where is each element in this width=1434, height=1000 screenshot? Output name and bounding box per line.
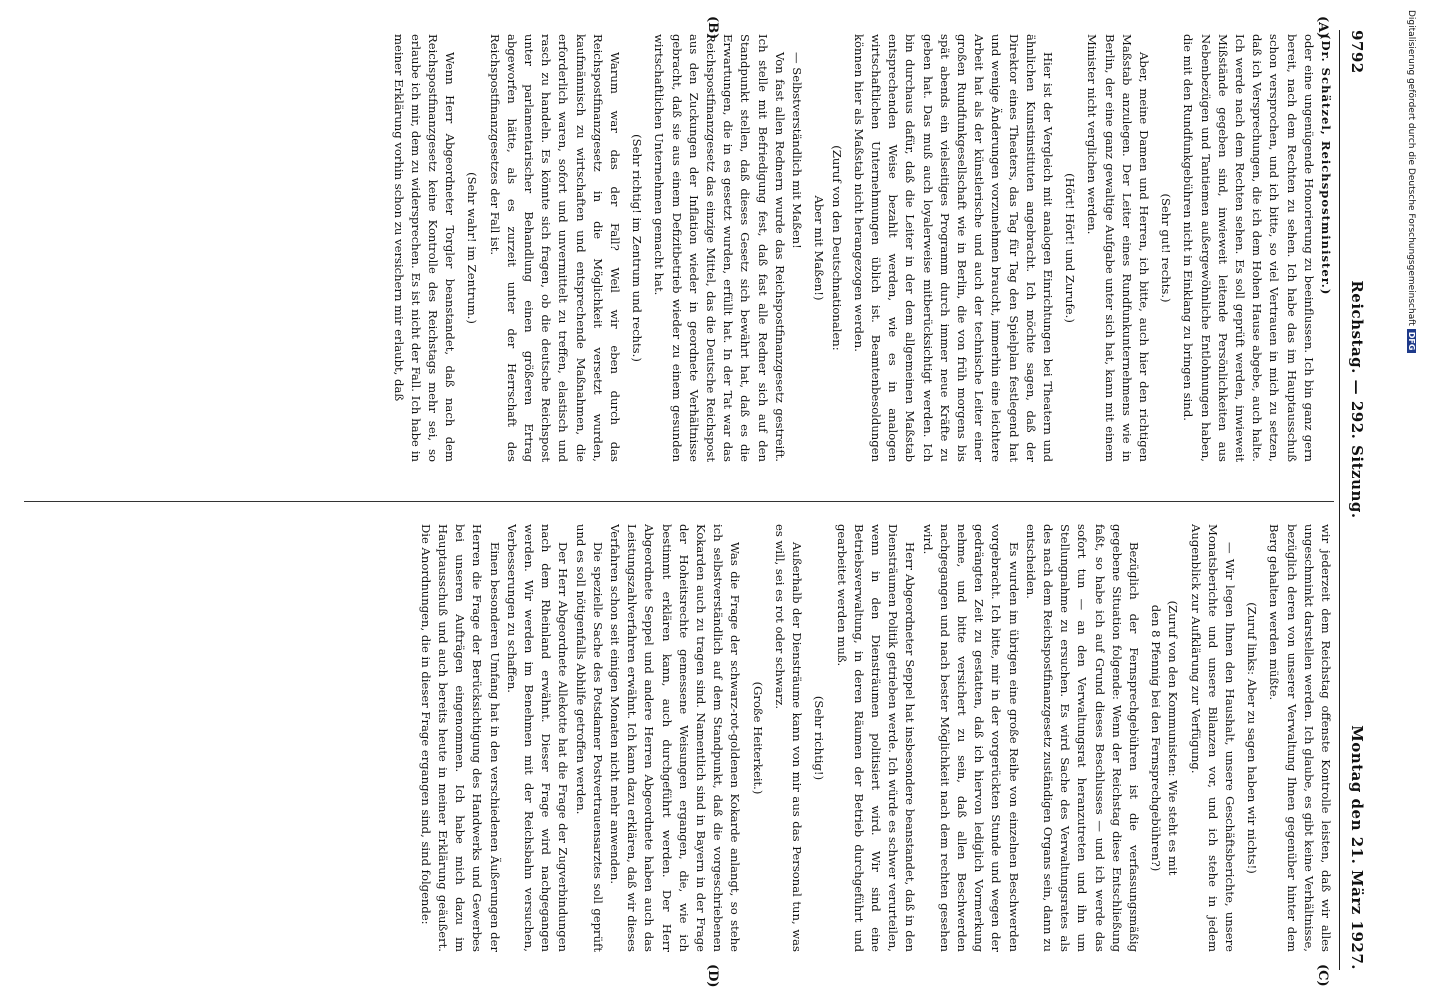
- margin-marker-d: (D): [705, 964, 720, 988]
- margin-marker-c: (C): [1315, 964, 1330, 987]
- paragraph: — Wir legen Ihnen den Haushalt, unsere Geschäftsberichte, unsere Monatsberichte und unsere Bilanzen vor, und ich stehe in jedem Augenblick zur Aufklärung zur Verfügung.: [1188, 524, 1237, 952]
- session-date: Montag den 21. März 1927.: [1348, 725, 1366, 970]
- left-column: [24, 34, 1334, 462]
- running-head: [1340, 30, 1374, 970]
- interjection: (Sehr wahr! im Zentrum.): [465, 172, 480, 324]
- interjection: (Sehr gut! rechts.): [1159, 193, 1174, 303]
- digitization-credit: [1402, 10, 1416, 990]
- margin-marker-b: (B): [705, 16, 720, 40]
- right-column: [24, 524, 1334, 952]
- paragraph: Die spezielle Sache des Potsdamer Postvertrauensarztes soll geprüft und es soll nötigenfalls Abhilfe getroffen werden.: [573, 524, 605, 952]
- paragraph: Aber, meine Damen und Herren, ich bitte, auch hier den richtigen Maßstab anzulegen. Der Leiter eines Rundfunkunternehmens wie in Berlin, der eine ganz gewaltige Aufgabe unter sich hat, kann mit einem Minister nicht verglichen werden.: [1085, 34, 1151, 462]
- paragraph: wir jederzeit dem Reichstag offenste Kontrolle leisten, daß wir alles ungeschminkt darstellen werden. Ich glaube, es gibt keine Verhältnisse, bezüglich deren von unserer Verwaltung Ihnen gegenüber hinter dem Berg gehalten werden müßte.: [1267, 524, 1333, 952]
- interjection: (Sehr richtig!): [812, 695, 827, 781]
- interjection: (Zuruf von den Deutschnationalen:: [829, 145, 844, 351]
- dfg-logo: DFG: [1407, 329, 1416, 354]
- interjection: den 8 Pfennig bei den Fernsprechgebühren?): [1149, 604, 1164, 872]
- paragraph: Einen besonderen Umfang hat in den verschiedenen Äußerungen der Herren die Frage der Berücksichtigung des Handwerks und Gewerbes bei unseren Aufträgen eingenommen. Ich habe mich dazu im Hauptausschuß und auch bereits heute in meiner Erklärung geäußert. Die Anordnungen, die in dieser Frage ergangen sind, sind folgende:: [418, 524, 502, 952]
- paragraph: Von fast allen Rednern wurde das Reichspostfinanzgesetz gestreift. Ich stelle mit Befriedigung fest, daß fast alle Redner sich auf den Standpunkt stellen, daß dieses Gesetz sich bewährt hat, daß es die Erwartungen, die in es gesetzt wurden, erfüllt hat. In der Tat war das Reichspostfinanzgesetz das einzige Mittel, das die Deutsche Reichspost aus den Zuckungen der Inflation wieder in geordnete Verhältnisse gebracht, daß sie aus einem Defizitbetrieb wieder zu einem gesunden wirtschaftlichen Unternehmen gemacht hat.: [652, 34, 787, 462]
- column-divider: [24, 501, 1334, 502]
- interjection: (Zuruf links: Aber zu sagen haben wir nichts!): [1245, 602, 1260, 874]
- rotated-page: [0, 16, 1380, 988]
- paragraph: Bezüglich der Fernsprechgebühren ist die verfassungsmäßig gegebene Situation folgende: Wenn der Reichstag diese Entschließung faßt, so habe ich auf Grund dieses Beschlusses — und ich werde das sofort tun — an den Verwaltungsrat heranzutreten und ihn um Stellungnahme zu ersuchen. Es wird Sache des Verwaltungsrates als des nach dem Reichspostfinanzgesetz zuständigen Organs sein, dann zu entscheiden.: [1023, 524, 1141, 952]
- paragraph: — Selbstverständlich mit Maßen!: [790, 52, 805, 249]
- header-rule: [1339, 30, 1340, 970]
- paragraph: Was die Frage der schwarz-rot-goldenen Kokarde anlangt, so stehe ich selbstverständlich auf dem Standpunkt, daß die vorgeschriebenen Kokarden auch zu tragen sind. Namentlich sind in Bayern in der Frage der Hoheitsrechte gemessene Weisungen ergangen, die, wie ich bestimmt erklären kann, auch durchgeführt werden. Der Herr Abgeordnete Seppel und andere Herren Abgeordnete haben auch das Leistungszahlverfahren erwähnt. Ich kann dazu erklären, daß wir dieses Verfahren schon seit einigen Monaten nicht mehr anwenden.: [608, 524, 743, 952]
- paragraph: Warum war das der Fall? Weil wir eben durch das Reichspostfinanzgesetz in die Möglichkeit versetzt wurden, kaufmännisch zu wirtschaften und entsprechende Maßnahmen, die erforderlich waren, sofort und unvermittelt zu treffen, elastisch und rasch zu handeln. Es könnte sich fragen, ob die deutsche Reichspost unter parlamentarischer Behandlung einen größeren Ertrag abgeworfen hätte, als es zurzeit unter der Herrschaft des Reichspostfinanzgesetzes der Fall ist.: [487, 34, 623, 462]
- paragraph: Es wurden im übrigen eine große Reihe von einzelnen Beschwerden vorgebracht. Ich bitte, mir in der vorgerückten Stunde und wegen der gedrängten Zeit zu gestatten, daß ich hiervon lediglich Vormerkung nehme, und bitte versichert zu sein, daß allen Beschwerden nachgegangen und nach bester Möglichkeit nach dem rechten gesehen wird.: [920, 524, 1021, 952]
- speaker-tag: (Dr. Schätzel, Reichspostminister.): [1319, 34, 1333, 296]
- paragraph: Herr Abgeordneter Seppel hat insbesondere beanstandet, daß in den Diensträumen Politik getrieben werde. Ich würde es schwer verurteilen, wenn in den Diensträumen politisiert wird. Wir sind eine Betriebsverwaltung, in deren Räumen der Betrieb durchgeführt und gearbeitet werden muß.: [834, 524, 918, 952]
- page-number: 9792: [1348, 30, 1366, 74]
- paragraph: Wenn Herr Abgeordneter Torgler beanstandet, daß nach dem Reichspostfinanzgesetz keine Kontrolle des Reichstags mehr sei, so erlaube ich mir, dem zu widersprechen. Es ist nicht der Fall. Ich habe in meiner Erklärung vorhin schon zu versichern mir erlaubt, daß: [391, 34, 458, 462]
- margin-marker-a: (A): [1315, 16, 1330, 39]
- paragraph: oder eine ungenügende Honorierung zu beeinflussen. Ich bin ganz gern bereit, nach dem Rechten zu sehen. Ich habe das im Hauptausschuß schon versprochen, und ich bitte, so viel Vertrauen in mich zu setzen, daß ich Versprechungen, die ich dem Hohen Hause abgebe, auch halte. Ich werde nach dem Rechten sehen. Es soll geprüft werden, inwieweit Mißstände gegeben sind, inwieweit leitende Persönlichkeiten aus Nebenbezügen und Tantiemen außergewöhnliche Entlohnungen haben, die mit den Rundfunkgebühren nicht in Einklang zu bringen sind.: [1181, 34, 1316, 462]
- session-title: Reichstag. — 292. Sitzung.: [1348, 280, 1366, 519]
- credit-text: Digitalisierung gefördert durch die Deutsche Forschungsgemeinschaft: [1406, 10, 1416, 326]
- interjection: (Hört! Hört! und Zurufe.): [1063, 173, 1078, 323]
- paragraph: Außerhalb der Diensträume kann von mir aus das Personal tun, was es will, sei es rot oder schwarz.: [772, 524, 805, 952]
- interjection: (Sehr richtig! im Zentrum und rechts.): [630, 134, 645, 362]
- interjection: Aber mit Maßen!): [812, 195, 827, 301]
- interjection: (Große Heiterkeit.): [750, 681, 765, 795]
- paragraph: Der Herr Abgeordnete Allekotte hat die Frage der Zugverbindungen nach dem Rheinland erwähnt. Dieser Frage wird nachgegangen werden. Wir werden im Benehmen mit der Reichsbahn versuchen, Verbesserungen zu schaffen.: [504, 524, 571, 952]
- paragraph: Hier ist der Vergleich mit analogen Einrichtungen bei Theatern und ähnlichen Kunstinstituten angebracht. Ich möchte sagen, daß der Direktor eines Theaters, das Tag für Tag den Spielplan festlegend hat und wenige Änderungen vorzunehmen braucht, immerhin eine leichtere Arbeit hat als der künstlerische und auch der technische Leiter einer großen Rundfunkgesellschaft wie in Berlin, die von früh morgens bis spät abends ein vielseitiges Programm durch immer neue Kräfte zu geben hat. Das muß auch loyalerweise mitberücksichtigt werden. Ich bin durchaus dafür, daß die Leiter in der dem allgemeinen Maßstab entsprechenden Weise bezahlt werden, wie es in analogen wirtschaftlichen Unternehmungen üblich ist. Beamtenbesoldungen können hier als Maßstab nicht herangezogen werden.: [851, 34, 1055, 462]
- interjection: (Zuruf von den Kommunisten: Wie steht es mit: [1166, 600, 1181, 876]
